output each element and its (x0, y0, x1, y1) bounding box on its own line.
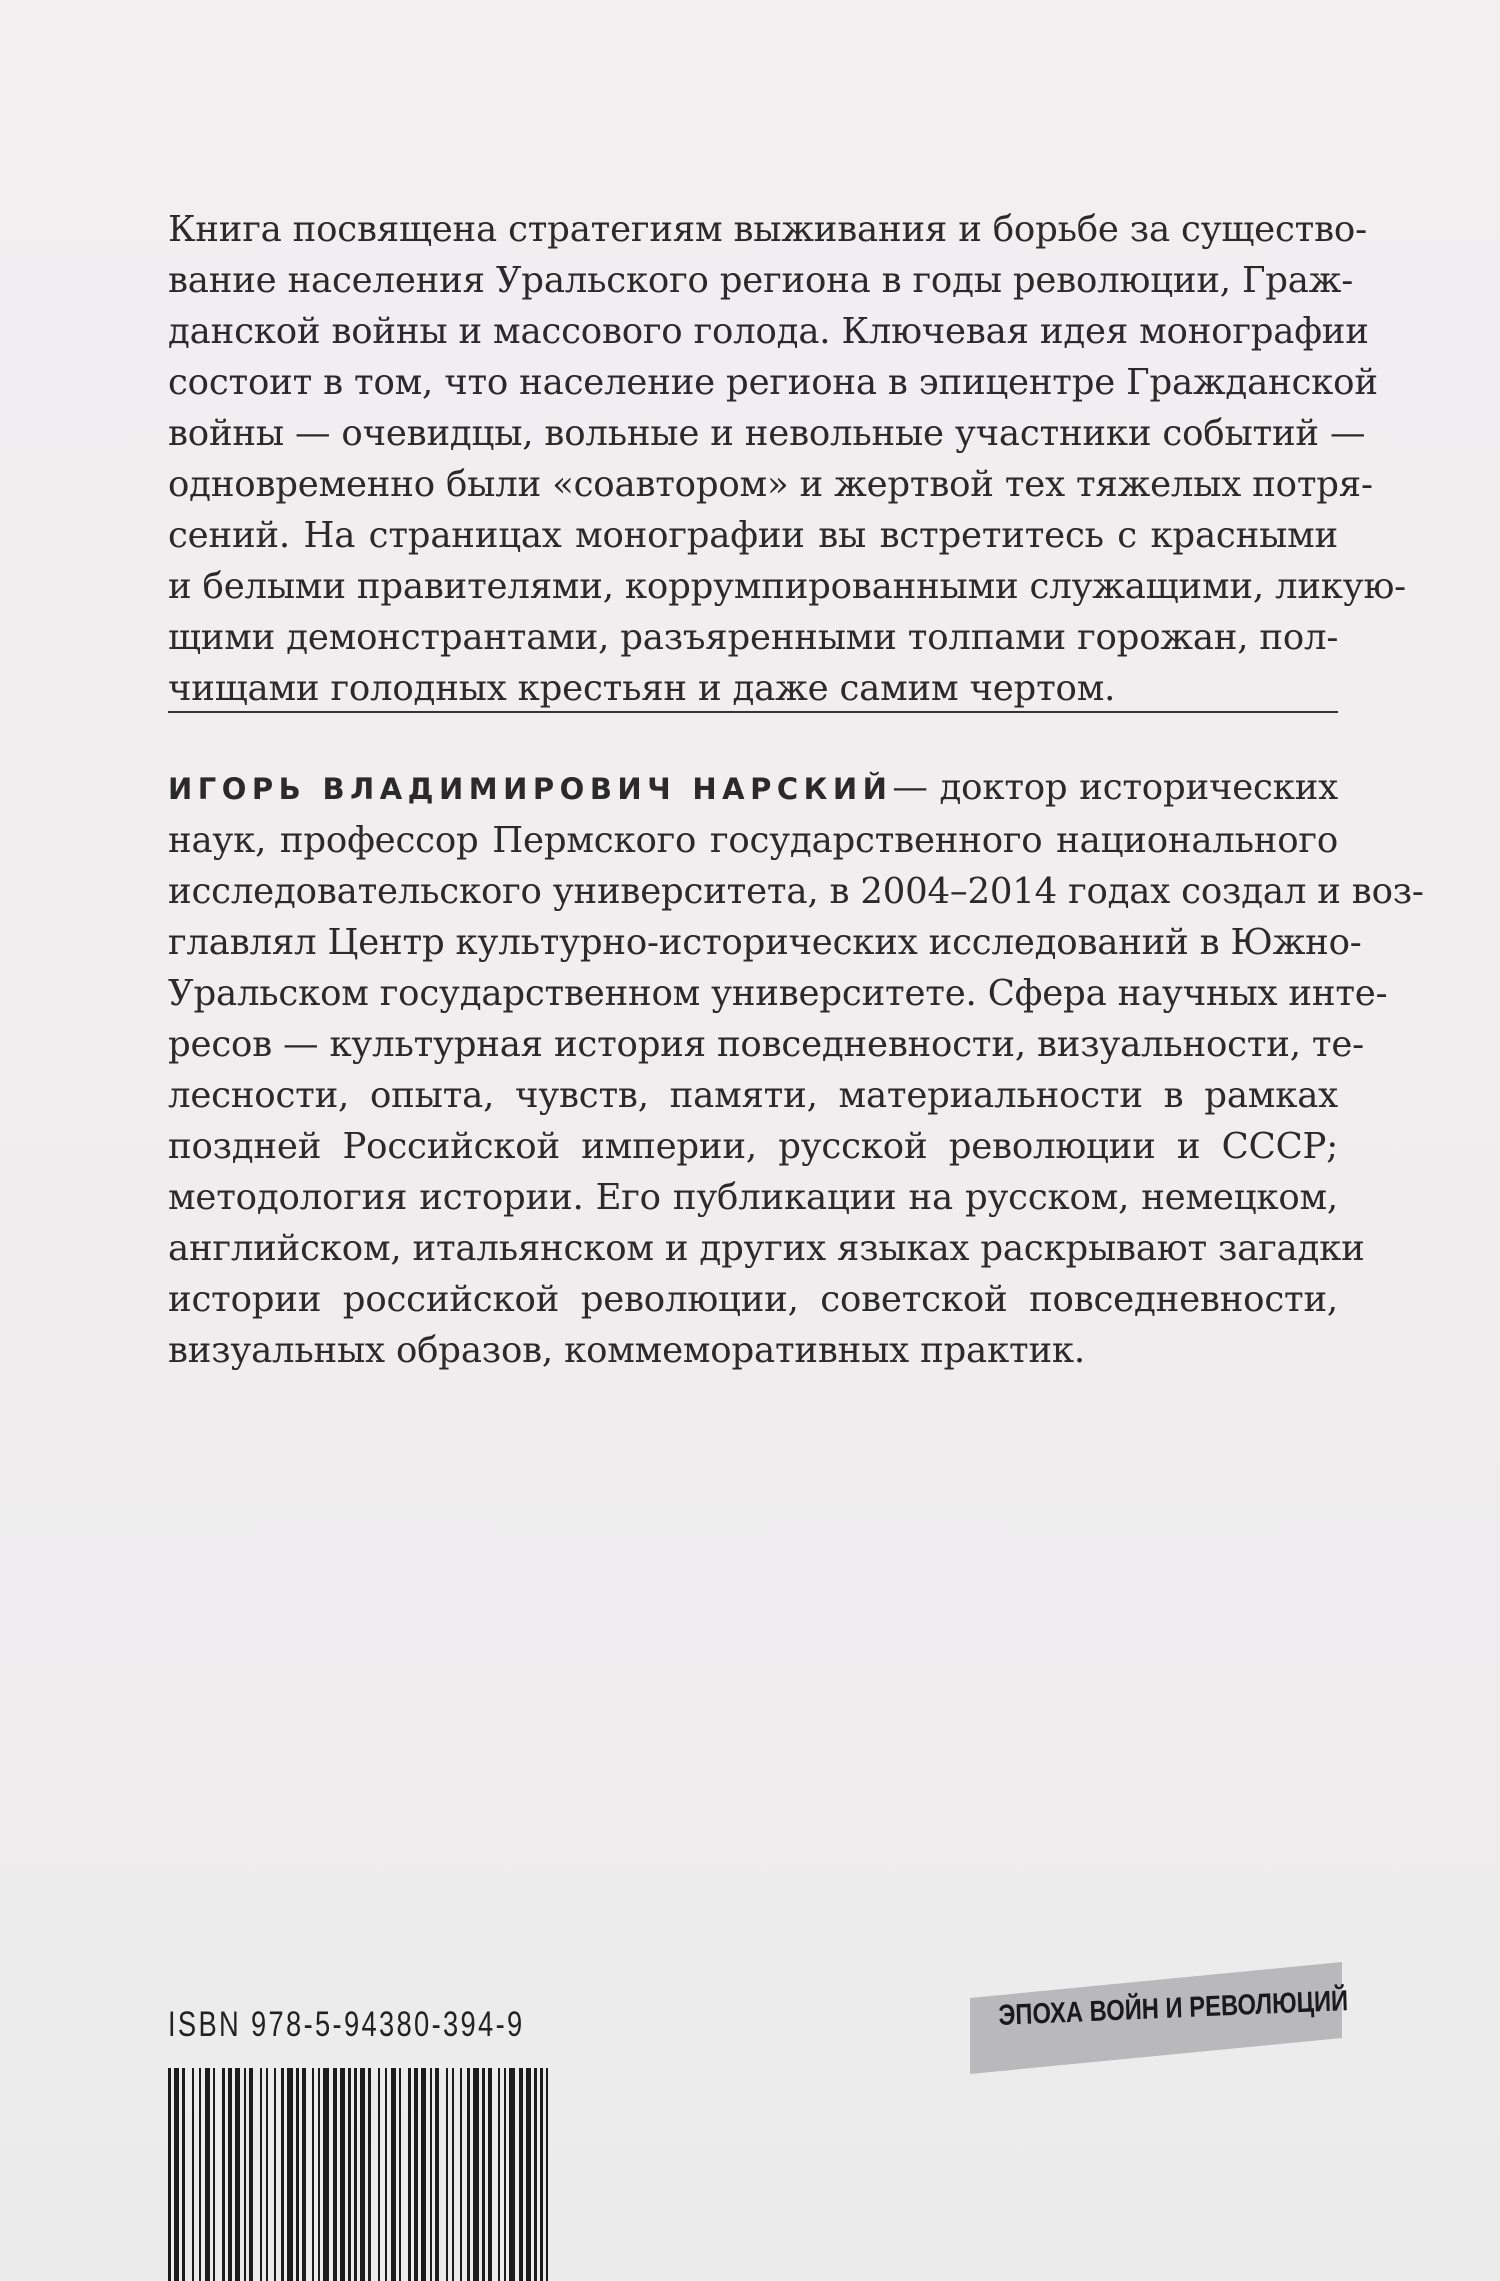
author-bio (168, 762, 1424, 1376)
annotation-line: щими демонстрантами, разъяренными толпами горожан, пол- (168, 617, 1339, 658)
book-annotation (168, 204, 1406, 714)
author-bio-text: — доктор исторических (892, 767, 1339, 808)
author-name: ИГОРЬ ВЛАДИМИРОВИЧ НАРСКИЙ (168, 772, 893, 806)
author-bio-line: главлял Центр культурно-исторических исследований в Южно- (168, 922, 1362, 963)
annotation-line: сений. На страницах монографии вы встретитесь с красными (168, 515, 1338, 556)
author-bio-line: ресов — культурная история повседневности, визуальности, те- (168, 1024, 1364, 1065)
annotation-line: состоит в том, что население региона в эпицентре Гражданской (168, 362, 1378, 403)
author-bio-line: исследовательского университета, в 2004–2014 годах создал и воз- (168, 871, 1424, 912)
annotation-line: вание населения Уральского региона в годы революции, Граж- (168, 260, 1353, 301)
author-bio-line: визуальных образов, коммеморативных практик. (168, 1330, 1085, 1371)
annotation-line: и белыми правителями, коррумпированными служащими, ликую- (168, 566, 1406, 607)
author-bio-line: методология истории. Его публикации на русском, немецком, (168, 1177, 1338, 1218)
author-bio-line: Уральском государственном университете. Сфера научных инте- (168, 973, 1388, 1014)
annotation-line: чищами голодных крестьян и даже самим чертом. (168, 668, 1116, 709)
annotation-line: данской войны и массового голода. Ключевая идея монографии (168, 311, 1369, 352)
annotation-line: войны — очевидцы, вольные и невольные участники событий — (168, 413, 1366, 454)
annotation-line: Книга посвящена стратегиям выживания и борьбе за существо- (168, 209, 1367, 250)
series-label: ЭПОХА ВОЙН И РЕВОЛЮЦИЙ (998, 1985, 1349, 2032)
author-bio-line: наук, профессор Пермского государственного национального (168, 820, 1338, 861)
annotation-line: одновременно были «соавтором» и жертвой тех тяжелых потря- (168, 464, 1373, 505)
author-bio-line: истории российской революции, советской повседневности, (168, 1279, 1338, 1320)
isbn-number: ISBN 978-5-94380-394-9 (168, 2005, 525, 2044)
section-divider (168, 711, 1338, 713)
author-bio-first-line (168, 762, 1338, 815)
author-bio-line: английском, итальянском и других языках раскрывают загадки (168, 1228, 1365, 1269)
author-bio-line: поздней Российской империи, русской революции и СССР; (168, 1126, 1338, 1167)
series-badge (970, 1962, 1349, 2074)
barcode (168, 2068, 548, 2281)
author-bio-line: лесности, опыта, чувств, памяти, материальности в рамках (168, 1075, 1338, 1116)
barcode-graphic (168, 2068, 548, 2281)
